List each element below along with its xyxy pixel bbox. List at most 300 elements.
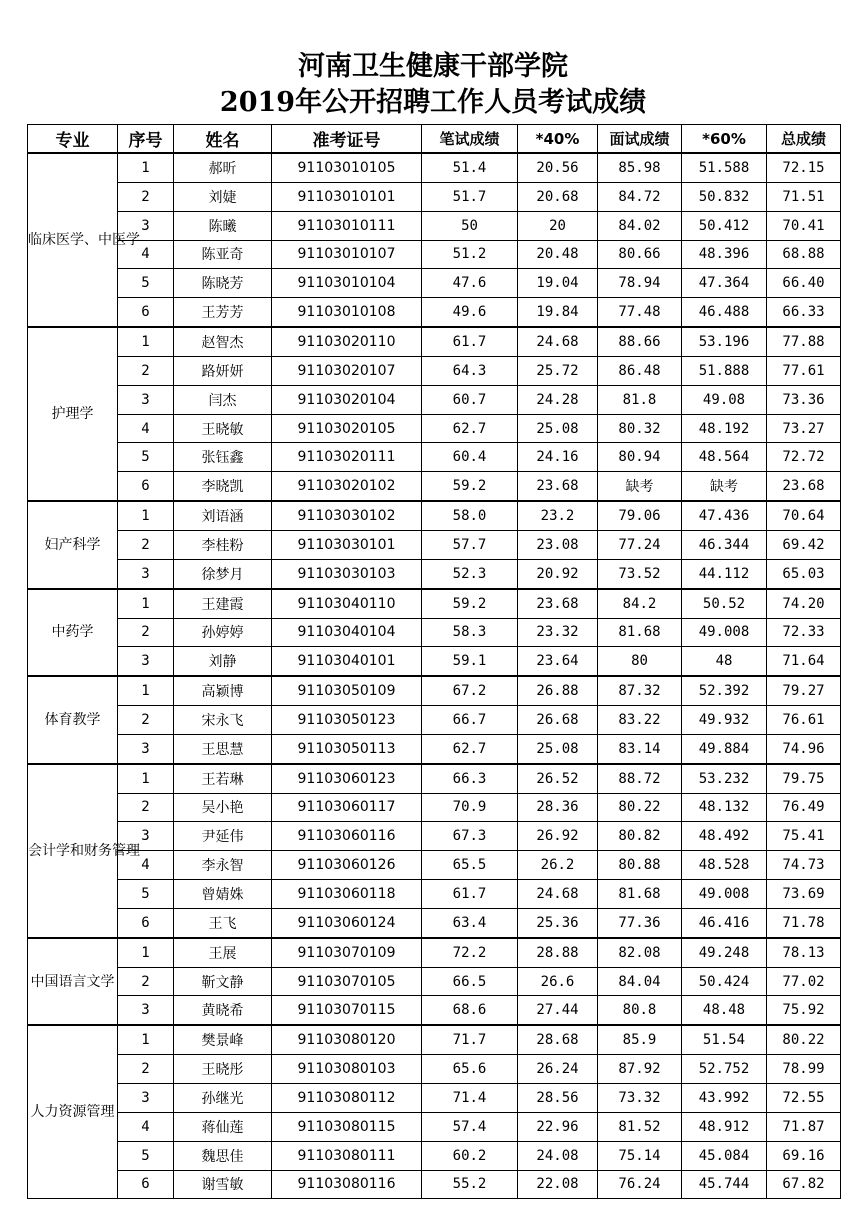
seq-cell: 2 (118, 356, 174, 385)
header-major: 专业 (28, 125, 118, 154)
major-cell: 中国语言文学 (28, 938, 118, 1026)
interview-60pct-cell: 49.932 (682, 706, 767, 735)
interview-score-cell: 75.14 (598, 1141, 682, 1170)
name-cell: 李永智 (174, 851, 272, 880)
written-40pct-cell: 28.68 (518, 1025, 598, 1054)
header-written-score: 笔试成绩 (422, 125, 518, 154)
seq-cell: 2 (118, 706, 174, 735)
table-row (28, 908, 841, 937)
total-score-cell: 69.42 (767, 530, 841, 559)
written-score-cell: 63.4 (422, 908, 518, 937)
total-score-cell: 75.41 (767, 822, 841, 851)
total-score-cell: 70.41 (767, 211, 841, 240)
seq-cell: 5 (118, 1141, 174, 1170)
exam-id-cell: 91103030101 (272, 530, 422, 559)
total-score-cell: 72.33 (767, 618, 841, 647)
written-score-cell: 60.2 (422, 1141, 518, 1170)
exam-id-cell: 91103060126 (272, 851, 422, 880)
written-score-cell: 58.3 (422, 618, 518, 647)
name-cell: 张钰鑫 (174, 443, 272, 472)
name-cell: 吴小艳 (174, 793, 272, 822)
interview-60pct-cell: 47.364 (682, 269, 767, 298)
table-row (28, 764, 841, 793)
interview-score-cell: 84.72 (598, 182, 682, 211)
interview-60pct-cell: 48.132 (682, 793, 767, 822)
exam-id-cell: 91103080103 (272, 1055, 422, 1084)
interview-60pct-cell: 45.744 (682, 1170, 767, 1199)
seq-cell: 3 (118, 996, 174, 1025)
interview-60pct-cell: 48.912 (682, 1112, 767, 1141)
interview-score-cell: 81.68 (598, 880, 682, 909)
table-row (28, 269, 841, 298)
exam-id-cell: 91103080120 (272, 1025, 422, 1054)
written-score-cell: 60.7 (422, 385, 518, 414)
table-row (28, 734, 841, 763)
table-row (28, 938, 841, 967)
document-title-exam-results: 2019年公开招聘工作人员考试成绩 (219, 87, 647, 118)
interview-score-cell: 73.52 (598, 559, 682, 588)
exam-id-cell: 91103080115 (272, 1112, 422, 1141)
written-score-cell: 55.2 (422, 1170, 518, 1199)
seq-cell: 1 (118, 676, 174, 705)
seq-cell: 4 (118, 851, 174, 880)
written-score-cell: 71.7 (422, 1025, 518, 1054)
interview-60pct-cell: 缺考 (682, 472, 767, 501)
written-score-cell: 62.7 (422, 414, 518, 443)
name-cell: 樊景峰 (174, 1025, 272, 1054)
written-40pct-cell: 26.68 (518, 706, 598, 735)
written-40pct-cell: 26.52 (518, 764, 598, 793)
written-score-cell: 62.7 (422, 734, 518, 763)
name-cell: 王飞 (174, 908, 272, 937)
interview-60pct-cell: 48.528 (682, 851, 767, 880)
table-row (28, 211, 841, 240)
name-cell: 王若琳 (174, 764, 272, 793)
written-score-cell: 66.5 (422, 967, 518, 996)
table-row (28, 1025, 841, 1054)
name-cell: 闫杰 (174, 385, 272, 414)
written-score-cell: 51.4 (422, 153, 518, 182)
seq-cell: 2 (118, 530, 174, 559)
total-score-cell: 74.73 (767, 851, 841, 880)
name-cell: 刘婕 (174, 182, 272, 211)
total-score-cell: 72.55 (767, 1084, 841, 1113)
written-score-cell: 70.9 (422, 793, 518, 822)
total-score-cell: 72.15 (767, 153, 841, 182)
table-row (28, 1112, 841, 1141)
interview-score-cell: 80 (598, 647, 682, 676)
name-cell: 靳文静 (174, 967, 272, 996)
interview-60pct-cell: 53.196 (682, 327, 767, 356)
exam-id-cell: 91103020104 (272, 385, 422, 414)
seq-cell: 3 (118, 1084, 174, 1113)
written-40pct-cell: 19.04 (518, 269, 598, 298)
written-40pct-cell: 28.56 (518, 1084, 598, 1113)
written-40pct-cell: 26.92 (518, 822, 598, 851)
interview-60pct-cell: 46.488 (682, 298, 767, 327)
written-score-cell: 65.6 (422, 1055, 518, 1084)
exam-id-cell: 91103010107 (272, 240, 422, 269)
interview-score-cell: 85.9 (598, 1025, 682, 1054)
header-interview-60pct: *60% (682, 125, 767, 154)
written-score-cell: 61.7 (422, 880, 518, 909)
written-score-cell: 51.7 (422, 182, 518, 211)
score-table-body (28, 153, 841, 1199)
exam-id-cell: 91103020105 (272, 414, 422, 443)
table-row (28, 996, 841, 1025)
name-cell: 高颖博 (174, 676, 272, 705)
total-score-cell: 74.96 (767, 734, 841, 763)
total-score-cell: 73.69 (767, 880, 841, 909)
written-40pct-cell: 23.08 (518, 530, 598, 559)
exam-id-cell: 91103010108 (272, 298, 422, 327)
interview-60pct-cell: 52.752 (682, 1055, 767, 1084)
written-40pct-cell: 26.2 (518, 851, 598, 880)
seq-cell: 6 (118, 472, 174, 501)
table-row (28, 443, 841, 472)
written-40pct-cell: 25.08 (518, 414, 598, 443)
name-cell: 陈晓芳 (174, 269, 272, 298)
written-40pct-cell: 27.44 (518, 996, 598, 1025)
name-cell: 王建霞 (174, 589, 272, 618)
written-score-cell: 57.4 (422, 1112, 518, 1141)
exam-id-cell: 91103060124 (272, 908, 422, 937)
exam-id-cell: 91103080112 (272, 1084, 422, 1113)
written-score-cell: 66.7 (422, 706, 518, 735)
interview-score-cell: 80.22 (598, 793, 682, 822)
written-score-cell: 52.3 (422, 559, 518, 588)
interview-60pct-cell: 43.992 (682, 1084, 767, 1113)
interview-score-cell: 83.14 (598, 734, 682, 763)
interview-score-cell: 79.06 (598, 501, 682, 530)
name-cell: 曾婧姝 (174, 880, 272, 909)
interview-60pct-cell: 48 (682, 647, 767, 676)
total-score-cell: 67.82 (767, 1170, 841, 1199)
table-row (28, 589, 841, 618)
written-40pct-cell: 20 (518, 211, 598, 240)
seq-cell: 6 (118, 1170, 174, 1199)
major-cell: 护理学 (28, 327, 118, 501)
major-cell: 临床医学、中医学 (28, 153, 118, 327)
name-cell: 黄晓希 (174, 996, 272, 1025)
interview-60pct-cell: 50.52 (682, 589, 767, 618)
written-score-cell: 59.1 (422, 647, 518, 676)
table-row (28, 851, 841, 880)
total-score-cell: 76.49 (767, 793, 841, 822)
header-name: 姓名 (174, 125, 272, 154)
written-score-cell: 50 (422, 211, 518, 240)
written-40pct-cell: 19.84 (518, 298, 598, 327)
written-40pct-cell: 20.56 (518, 153, 598, 182)
interview-score-cell: 88.72 (598, 764, 682, 793)
interview-60pct-cell: 49.884 (682, 734, 767, 763)
exam-id-cell: 91103020102 (272, 472, 422, 501)
interview-score-cell: 82.08 (598, 938, 682, 967)
interview-score-cell: 81.68 (598, 618, 682, 647)
name-cell: 谢雪敏 (174, 1170, 272, 1199)
written-40pct-cell: 23.68 (518, 472, 598, 501)
major-cell: 会计学和财务管理 (28, 764, 118, 938)
interview-score-cell: 80.8 (598, 996, 682, 1025)
document-title-institution: 河南卫生健康干部学院 (298, 51, 568, 82)
written-40pct-cell: 24.16 (518, 443, 598, 472)
written-40pct-cell: 26.6 (518, 967, 598, 996)
score-table (27, 124, 841, 1199)
exam-id-cell: 91103030102 (272, 501, 422, 530)
table-row (28, 501, 841, 530)
written-40pct-cell: 23.32 (518, 618, 598, 647)
table-row (28, 647, 841, 676)
total-score-cell: 71.51 (767, 182, 841, 211)
exam-id-cell: 91103050113 (272, 734, 422, 763)
interview-score-cell: 77.48 (598, 298, 682, 327)
interview-score-cell: 84.04 (598, 967, 682, 996)
interview-score-cell: 80.32 (598, 414, 682, 443)
total-score-cell: 77.02 (767, 967, 841, 996)
seq-cell: 1 (118, 501, 174, 530)
exam-id-cell: 91103020111 (272, 443, 422, 472)
name-cell: 徐梦月 (174, 559, 272, 588)
written-score-cell: 58.0 (422, 501, 518, 530)
written-40pct-cell: 24.68 (518, 327, 598, 356)
interview-60pct-cell: 48.192 (682, 414, 767, 443)
major-cell: 妇产科学 (28, 501, 118, 589)
interview-60pct-cell: 49.248 (682, 938, 767, 967)
name-cell: 魏思佳 (174, 1141, 272, 1170)
written-score-cell: 66.3 (422, 764, 518, 793)
interview-60pct-cell: 46.344 (682, 530, 767, 559)
exam-id-cell: 91103070115 (272, 996, 422, 1025)
seq-cell: 4 (118, 240, 174, 269)
seq-cell: 5 (118, 443, 174, 472)
name-cell: 王思慧 (174, 734, 272, 763)
name-cell: 宋永飞 (174, 706, 272, 735)
written-score-cell: 51.2 (422, 240, 518, 269)
written-40pct-cell: 22.96 (518, 1112, 598, 1141)
table-row (28, 822, 841, 851)
interview-score-cell: 83.22 (598, 706, 682, 735)
total-score-cell: 78.99 (767, 1055, 841, 1084)
total-score-cell: 71.78 (767, 908, 841, 937)
seq-cell: 6 (118, 298, 174, 327)
interview-60pct-cell: 47.436 (682, 501, 767, 530)
interview-60pct-cell: 51.888 (682, 356, 767, 385)
exam-id-cell: 91103060118 (272, 880, 422, 909)
total-score-cell: 72.72 (767, 443, 841, 472)
table-row (28, 414, 841, 443)
name-cell: 王展 (174, 938, 272, 967)
exam-id-cell: 91103030103 (272, 559, 422, 588)
total-score-cell: 79.75 (767, 764, 841, 793)
interview-60pct-cell: 48.564 (682, 443, 767, 472)
interview-60pct-cell: 44.112 (682, 559, 767, 588)
table-row (28, 472, 841, 501)
interview-score-cell: 缺考 (598, 472, 682, 501)
written-score-cell: 59.2 (422, 472, 518, 501)
interview-60pct-cell: 50.832 (682, 182, 767, 211)
interview-score-cell: 87.32 (598, 676, 682, 705)
major-cell: 中药学 (28, 589, 118, 677)
exam-id-cell: 91103020107 (272, 356, 422, 385)
exam-id-cell: 91103040101 (272, 647, 422, 676)
seq-cell: 2 (118, 967, 174, 996)
seq-cell: 2 (118, 182, 174, 211)
interview-score-cell: 76.24 (598, 1170, 682, 1199)
total-score-cell: 68.88 (767, 240, 841, 269)
interview-score-cell: 80.88 (598, 851, 682, 880)
seq-cell: 1 (118, 589, 174, 618)
total-score-cell: 78.13 (767, 938, 841, 967)
exam-id-cell: 91103010104 (272, 269, 422, 298)
total-score-cell: 66.40 (767, 269, 841, 298)
exam-id-cell: 91103010111 (272, 211, 422, 240)
name-cell: 陈亚奇 (174, 240, 272, 269)
total-score-cell: 65.03 (767, 559, 841, 588)
written-40pct-cell: 20.48 (518, 240, 598, 269)
written-score-cell: 67.3 (422, 822, 518, 851)
table-row (28, 706, 841, 735)
name-cell: 陈曦 (174, 211, 272, 240)
seq-cell: 3 (118, 385, 174, 414)
written-40pct-cell: 26.88 (518, 676, 598, 705)
written-40pct-cell: 28.36 (518, 793, 598, 822)
table-row (28, 1084, 841, 1113)
interview-score-cell: 81.52 (598, 1112, 682, 1141)
exam-id-cell: 91103070105 (272, 967, 422, 996)
exam-id-cell: 91103020110 (272, 327, 422, 356)
table-row (28, 356, 841, 385)
table-row (28, 793, 841, 822)
written-score-cell: 61.7 (422, 327, 518, 356)
interview-60pct-cell: 45.084 (682, 1141, 767, 1170)
seq-cell: 1 (118, 1025, 174, 1054)
interview-score-cell: 86.48 (598, 356, 682, 385)
interview-score-cell: 85.98 (598, 153, 682, 182)
table-row (28, 153, 841, 182)
written-40pct-cell: 23.2 (518, 501, 598, 530)
major-cell: 人力资源管理 (28, 1025, 118, 1199)
seq-cell: 1 (118, 764, 174, 793)
seq-cell: 5 (118, 269, 174, 298)
written-score-cell: 71.4 (422, 1084, 518, 1113)
written-40pct-cell: 25.08 (518, 734, 598, 763)
seq-cell: 2 (118, 618, 174, 647)
exam-id-cell: 91103080116 (272, 1170, 422, 1199)
interview-60pct-cell: 53.232 (682, 764, 767, 793)
seq-cell: 3 (118, 734, 174, 763)
interview-60pct-cell: 50.412 (682, 211, 767, 240)
interview-score-cell: 84.02 (598, 211, 682, 240)
seq-cell: 2 (118, 1055, 174, 1084)
name-cell: 刘静 (174, 647, 272, 676)
written-40pct-cell: 26.24 (518, 1055, 598, 1084)
interview-score-cell: 78.94 (598, 269, 682, 298)
total-score-cell: 71.64 (767, 647, 841, 676)
interview-60pct-cell: 48.396 (682, 240, 767, 269)
name-cell: 王晓敏 (174, 414, 272, 443)
written-score-cell: 57.7 (422, 530, 518, 559)
table-row (28, 676, 841, 705)
total-score-cell: 66.33 (767, 298, 841, 327)
total-score-cell: 77.88 (767, 327, 841, 356)
interview-60pct-cell: 50.424 (682, 967, 767, 996)
seq-cell: 4 (118, 1112, 174, 1141)
name-cell: 孙婷婷 (174, 618, 272, 647)
total-score-cell: 71.87 (767, 1112, 841, 1141)
written-score-cell: 67.2 (422, 676, 518, 705)
interview-60pct-cell: 48.48 (682, 996, 767, 1025)
written-40pct-cell: 25.36 (518, 908, 598, 937)
interview-score-cell: 80.94 (598, 443, 682, 472)
total-score-cell: 74.20 (767, 589, 841, 618)
table-row (28, 1170, 841, 1199)
written-40pct-cell: 23.68 (518, 589, 598, 618)
written-40pct-cell: 24.28 (518, 385, 598, 414)
seq-cell: 1 (118, 153, 174, 182)
interview-60pct-cell: 49.008 (682, 618, 767, 647)
name-cell: 孙继光 (174, 1084, 272, 1113)
exam-id-cell: 91103010105 (272, 153, 422, 182)
written-40pct-cell: 25.72 (518, 356, 598, 385)
written-score-cell: 49.6 (422, 298, 518, 327)
written-40pct-cell: 24.08 (518, 1141, 598, 1170)
seq-cell: 6 (118, 908, 174, 937)
name-cell: 郝昕 (174, 153, 272, 182)
table-row (28, 1055, 841, 1084)
exam-id-cell: 91103060116 (272, 822, 422, 851)
total-score-cell: 75.92 (767, 996, 841, 1025)
interview-score-cell: 73.32 (598, 1084, 682, 1113)
written-score-cell: 68.6 (422, 996, 518, 1025)
total-score-cell: 23.68 (767, 472, 841, 501)
written-40pct-cell: 20.92 (518, 559, 598, 588)
written-40pct-cell: 24.68 (518, 880, 598, 909)
table-row (28, 967, 841, 996)
header-written-40pct: *40% (518, 125, 598, 154)
interview-60pct-cell: 49.008 (682, 880, 767, 909)
exam-id-cell: 91103060117 (272, 793, 422, 822)
written-40pct-cell: 23.64 (518, 647, 598, 676)
interview-60pct-cell: 51.588 (682, 153, 767, 182)
written-40pct-cell: 28.88 (518, 938, 598, 967)
exam-id-cell: 91103040110 (272, 589, 422, 618)
header-interview-score: 面试成绩 (598, 125, 682, 154)
written-40pct-cell: 20.68 (518, 182, 598, 211)
name-cell: 尹延伟 (174, 822, 272, 851)
exam-id-cell: 91103060123 (272, 764, 422, 793)
exam-id-cell: 91103040104 (272, 618, 422, 647)
exam-id-cell: 91103010101 (272, 182, 422, 211)
interview-60pct-cell: 46.416 (682, 908, 767, 937)
written-score-cell: 65.5 (422, 851, 518, 880)
total-score-cell: 73.27 (767, 414, 841, 443)
exam-id-cell: 91103050123 (272, 706, 422, 735)
exam-id-cell: 91103080111 (272, 1141, 422, 1170)
table-row (28, 182, 841, 211)
seq-cell: 1 (118, 938, 174, 967)
interview-60pct-cell: 49.08 (682, 385, 767, 414)
header-seq: 序号 (118, 125, 174, 154)
written-score-cell: 72.2 (422, 938, 518, 967)
table-row (28, 559, 841, 588)
written-score-cell: 60.4 (422, 443, 518, 472)
seq-cell: 5 (118, 880, 174, 909)
interview-60pct-cell: 52.392 (682, 676, 767, 705)
table-row (28, 1141, 841, 1170)
table-row (28, 385, 841, 414)
exam-id-cell: 91103050109 (272, 676, 422, 705)
seq-cell: 3 (118, 647, 174, 676)
